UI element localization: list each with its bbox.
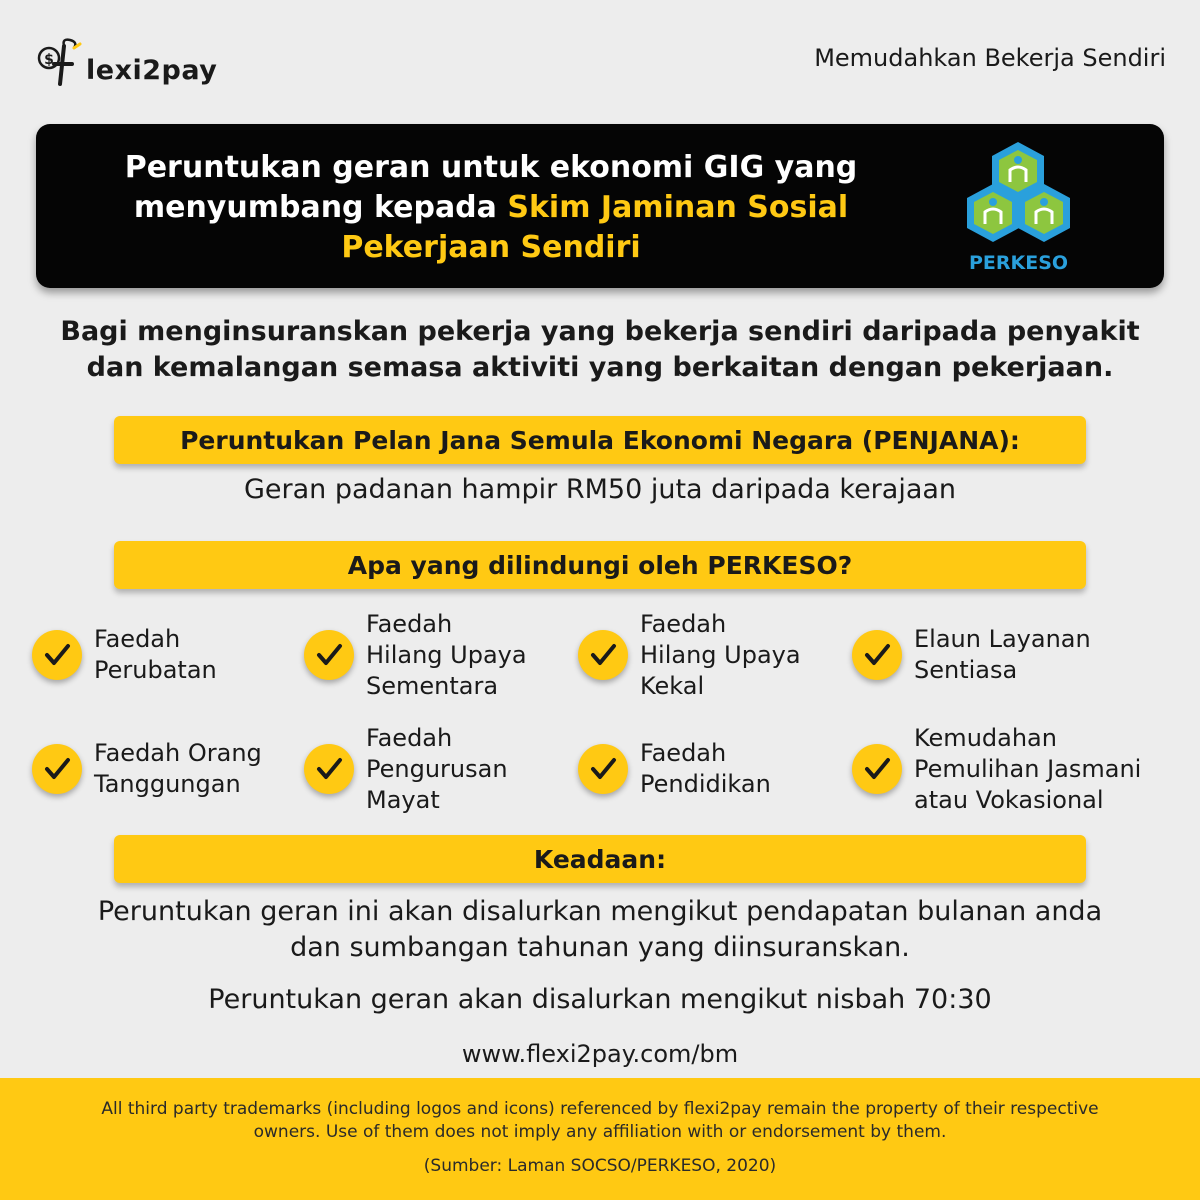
perkeso-hexagon-icon [961, 140, 1076, 248]
coverage-heading: Apa yang dilindungi oleh PERKESO? [114, 541, 1086, 589]
hero-title-plain: menyumbang kepada [133, 190, 508, 225]
coverage-item-label: Elaun Layanan Sentiasa [914, 625, 1091, 684]
coverage-item [304, 714, 508, 824]
coverage-item [852, 600, 1091, 710]
coverage-item-label: Faedah Perubatan [94, 625, 217, 684]
brand-logo-text: lexi2pay [86, 54, 218, 86]
website-link[interactable]: www.flexi2pay.com/bm [461, 1040, 739, 1068]
coverage-item-label: Faedah Pendidikan [640, 739, 771, 798]
source-citation: (Sumber: Laman SOCSO/PERKESO, 2020) [423, 1156, 777, 1176]
coverage-item-label: Kemudahan Pemulihan Jasmani atau Vokasional [914, 723, 1142, 814]
disclaimer-line-2: owners. Use of them does not imply any affiliation with or endorsement by them. [253, 1122, 947, 1142]
checkmark-icon [578, 630, 628, 680]
checkmark-icon [578, 744, 628, 794]
coverage-item [852, 714, 1141, 824]
conditions-line-1: Peruntukan geran ini akan disalurkan mengikut pendapatan bulanan anda [97, 896, 1103, 927]
perkeso-logo [961, 140, 1076, 280]
hero-title-line-2 [96, 188, 886, 228]
intro-line-1: Bagi menginsuranskan pekerja yang bekerja sendiri daripada penyakit [60, 316, 1140, 347]
intro-text [40, 314, 1160, 386]
conditions-ratio: Peruntukan geran akan disalurkan mengikut nisbah 70:30 [208, 984, 992, 1015]
disclaimer-line-1: All third party trademarks (including logos and icons) referenced by flexi2pay remain the property of their respective [101, 1099, 1099, 1119]
penjana-heading: Peruntukan Pelan Jana Semula Ekonomi Negara (PENJANA): [114, 416, 1086, 464]
coverage-grid [32, 600, 1182, 820]
coverage-item [304, 600, 527, 710]
hero-title-line-3: Pekerjaan Sendiri [341, 230, 641, 265]
coverage-item [32, 600, 217, 710]
checkmark-icon [852, 744, 902, 794]
hero-title-highlight: Skim Jaminan Sosial [507, 190, 849, 225]
coverage-item [578, 714, 771, 824]
penjana-text: Geran padanan hampir RM50 juta daripada kerajaan [243, 474, 957, 505]
conditions-heading: Keadaan: [114, 835, 1086, 883]
hero-title [96, 148, 886, 268]
coverage-item [32, 714, 262, 824]
coverage-item-label: Faedah Pengurusan Mayat [366, 723, 508, 814]
coverage-item-label: Faedah Hilang Upaya Sementara [366, 609, 527, 700]
intro-line-2: dan kemalangan semasa aktiviti yang berkaitan dengan pekerjaan. [86, 352, 1114, 383]
checkmark-icon [32, 744, 82, 794]
conditions-text [20, 894, 1180, 966]
conditions-line-2: dan sumbangan tahunan yang diinsuranskan. [290, 932, 910, 963]
hero-banner [36, 124, 1164, 288]
tagline: Memudahkan Bekerja Sendiri [814, 44, 1166, 72]
coverage-item-label: Faedah Hilang Upaya Kekal [640, 609, 801, 700]
disclaimer [30, 1098, 1170, 1144]
checkmark-icon [32, 630, 82, 680]
perkeso-logo-text: PERKESO [968, 252, 1069, 274]
checkmark-icon [304, 630, 354, 680]
hero-title-line-1: Peruntukan geran untuk ekonomi GIG yang [124, 150, 858, 185]
coverage-item-label: Faedah Orang Tanggungan [94, 739, 262, 798]
brand-logo [34, 34, 217, 94]
flexi2pay-logo-icon [34, 34, 84, 94]
coverage-item [578, 600, 801, 710]
svg-text:$: $ [44, 52, 54, 68]
footer [0, 1078, 1200, 1200]
checkmark-icon [852, 630, 902, 680]
checkmark-icon [304, 744, 354, 794]
